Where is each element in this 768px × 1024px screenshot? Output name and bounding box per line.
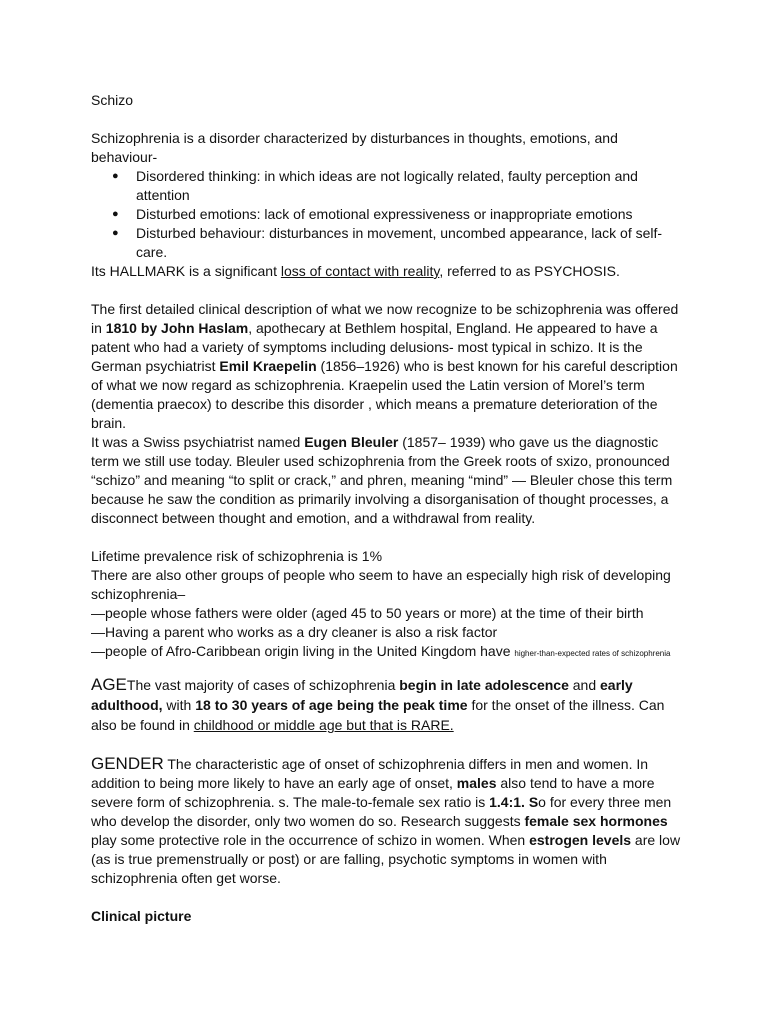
age-paragraph: [91, 675, 681, 735]
hallmark-text: Its HALLMARK is a significant: [91, 263, 281, 279]
document-page: [91, 91, 681, 926]
hallmark-underlined: loss of contact with reality: [280, 263, 440, 279]
prevalence-line: Lifetime prevalence risk of schizophrenia is 1%: [91, 548, 383, 564]
clinical-heading-text: Clinical picture: [91, 908, 192, 924]
symptom-item: ● Disturbed emotions: lack of emotional expressiveness or inappropriate emotions: [91, 205, 681, 224]
history-bold-kraepelin: Emil Kraepelin: [219, 358, 317, 374]
history-bold-bleuler: Eugen Bleuler: [304, 434, 399, 450]
symptom-item: ● Disordered thinking: in which ideas are not logically related, faulty perception and attention: [91, 167, 681, 205]
spacer: [91, 735, 681, 754]
spacer: [91, 110, 681, 129]
hallmark-text-end: , referred to as PSYCHOSIS.: [439, 263, 620, 279]
symptom-list: [91, 167, 681, 262]
history-text: , apothecary at Bethlem hospital, England. He appeared to have a patent who had a variety of symptoms including delusions- most typical in schizo. It is the German psychiatrist: [91, 320, 658, 374]
spacer: [91, 281, 681, 300]
hallmark-line: [91, 262, 681, 281]
gender-text: o for every three men who develop the disorder, only two women do so. Research suggests: [91, 794, 672, 829]
age-heading: AGE: [91, 675, 127, 694]
gender-paragraph: [91, 754, 681, 888]
gender-text: are low (as is true premenstrually or post) or are falling, psychotic symptoms in women with schizophrenia often get worse.: [91, 832, 681, 886]
age-text: for the onset of the illness. Can also be found in: [91, 697, 665, 733]
gender-text: The characteristic age of onset of schizophrenia differs in men and women. In addition to being more likely to have an early age of onset,: [91, 756, 649, 791]
gender-bold: 1.4:1. S: [489, 794, 539, 810]
gender-bold: female sex hormones: [524, 813, 668, 829]
gender-text: play some protective role in the occurrence of schizo in women. When: [91, 832, 530, 848]
age-bold: early adulthood,: [91, 677, 633, 713]
doc-title: Schizo: [91, 92, 134, 108]
spacer: [91, 528, 681, 547]
gender-bold: males: [456, 775, 497, 791]
age-text: and: [568, 677, 601, 693]
history-text: The first detailed clinical description of what we now recognize to be schizophrenia was offered in: [91, 301, 679, 336]
age-text: with: [162, 697, 196, 713]
history-paragraph-2: [91, 433, 681, 528]
age-bold: 18 to 30 years of age being the peak time: [195, 697, 468, 713]
gender-bold: estrogen levels: [529, 832, 632, 848]
risk-intro: There are also other groups of people who seem to have an especially high risk of developing schizophrenia–: [91, 567, 671, 602]
spacer: [91, 661, 681, 675]
age-text: The vast majority of cases of schizophrenia: [126, 677, 400, 693]
history-text: (1856–1926) who is best known for his careful description of what we now regard as schizophrenia. Kraepelin used the Latin version of Morel’s term (dementia praecox) to describe this disorder , which means a premature deterioration of the brain.: [91, 358, 678, 431]
risk-item-dry-cleaner: —Having a parent who works as a dry cleaner is also a risk factor: [91, 624, 498, 640]
history-paragraph-1: [91, 300, 681, 433]
risk-item-afro-caribbean: [91, 642, 681, 661]
history-text: (1857– 1939) who gave us the diagnostic term we still use today. Bleuler used schizophrenia from the Greek roots of sxizo, pronounced “schizo” and meaning “to split or crack,” and phren, meaning “mind” — Bleuler chose this term because he saw the condition as primarily involving a disorganisation of thought processes, a disconnect between thought and emotion, and a withdrawal from reality.: [91, 434, 673, 526]
clinical-heading: [91, 907, 681, 926]
age-underlined: childhood or middle age but that is RARE.: [193, 717, 454, 733]
age-bold: begin in late adolescence: [399, 677, 569, 693]
gender-text: also tend to have a more severe form of schizophrenia. s. The male-to-female sex ratio is: [91, 775, 655, 810]
gender-heading: GENDER: [91, 754, 164, 773]
symptom-item: ● Disturbed behaviour: disturbances in movement, uncombed appearance, lack of self-care.: [91, 224, 681, 262]
risk-text: —people of Afro-Caribbean origin living in the United Kingdom have: [91, 643, 515, 659]
history-bold-haslam: 1810 by John Haslam: [105, 320, 249, 336]
risk-small-text: higher-than-expected rates of schizophrenia: [514, 649, 671, 658]
history-text: It was a Swiss psychiatrist named: [91, 434, 305, 450]
intro-line: Schizophrenia is a disorder characterized by disturbances in thoughts, emotions, and behaviour-: [91, 130, 618, 165]
risk-item-fathers: —people whose fathers were older (aged 45 to 50 years or more) at the time of their birth: [91, 605, 644, 621]
spacer: [91, 888, 681, 907]
